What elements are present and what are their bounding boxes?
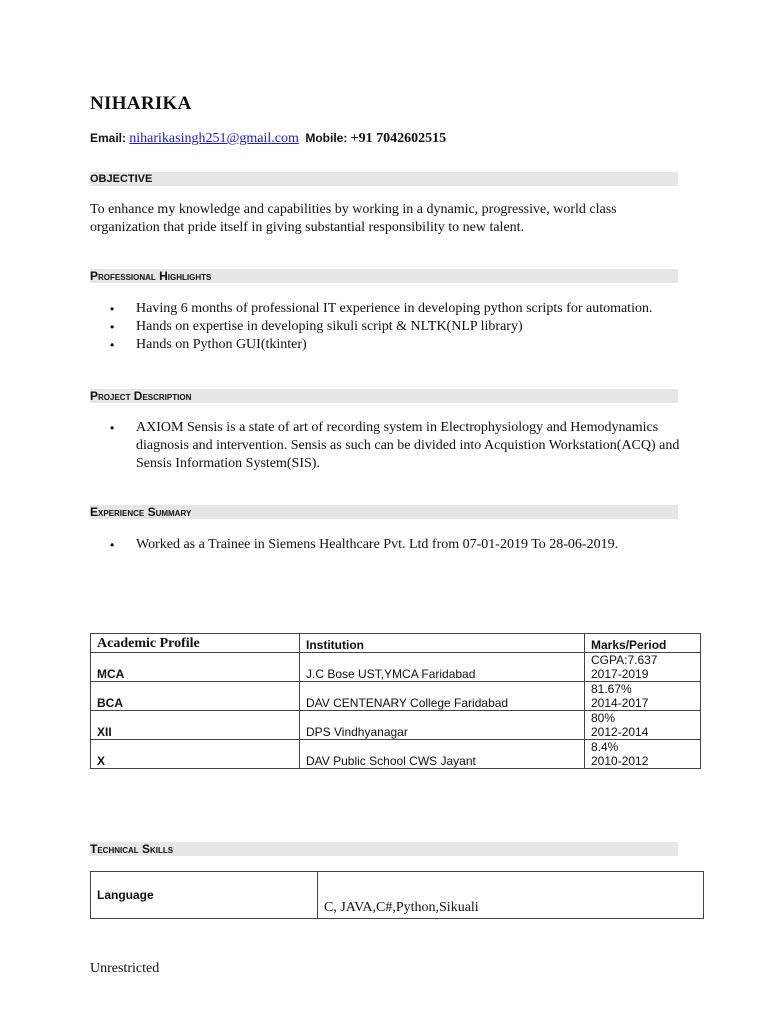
list-item: • AXIOM Sensis is a state of art of recording system in Electrophysiology and Hemodynamics diagnosis and intervention. Sensis as such can be divided into Acquistion Workstation(ACQ) and Sensis Information System(SIS). — [110, 419, 680, 473]
marks-value: 81.67% — [591, 682, 632, 696]
candidate-name: NIHARIKA — [90, 93, 192, 114]
highlights-list — [110, 300, 680, 354]
section-title-skills: Technical Skills — [90, 842, 174, 856]
skill-value: C, JAVA,C#,Python,Sikuali — [318, 872, 704, 919]
table-row — [91, 653, 701, 682]
course-cell: X — [91, 740, 300, 769]
academic-table — [90, 633, 701, 769]
section-title-project: Project Description — [90, 389, 192, 403]
list-item: • Worked as a Trainee in Siemens Healthcare Pvt. Ltd from 07-01-2019 To 28-06-2019. — [110, 536, 680, 554]
period-value: 2014-2017 — [591, 696, 649, 710]
course-cell: XII — [91, 711, 300, 740]
email-label: Email: — [90, 131, 127, 145]
marks-value: 80% — [591, 711, 616, 725]
col-marks-period: Marks/Period — [585, 634, 701, 653]
marks-cell — [585, 740, 701, 769]
marks-cell — [585, 711, 701, 740]
institution-cell: DPS Vindhyanagar — [300, 711, 585, 740]
email-link[interactable]: niharikasingh251@gmail.com — [129, 131, 299, 146]
section-project-description — [90, 389, 678, 403]
skills-table — [90, 871, 704, 919]
section-title-experience: Experience Summary — [90, 505, 192, 519]
marks-cell — [585, 682, 701, 711]
list-item: • Hands on expertise in developing sikuli script & NLTK(NLP library) — [110, 318, 680, 336]
table-header-row — [91, 634, 701, 653]
section-objective — [90, 172, 678, 186]
marks-cell — [585, 653, 701, 682]
table-row — [91, 711, 701, 740]
list-item: • Hands on Python GUI(tkinter) — [110, 336, 680, 354]
period-value: 2017-2019 — [591, 667, 649, 681]
period-value: 2012-2014 — [591, 725, 649, 739]
section-title-objective: OBJECTIVE — [90, 173, 153, 185]
experience-list — [110, 536, 680, 554]
section-title-highlights: Professional Highlights — [90, 269, 212, 283]
marks-value: CGPA:7.637 — [591, 653, 658, 667]
section-professional-highlights — [90, 269, 678, 283]
table-row — [91, 872, 704, 919]
list-item: • Having 6 months of professional IT experience in developing python scripts for automation. — [110, 300, 680, 318]
skill-label: Language — [91, 872, 318, 919]
institution-cell: DAV Public School CWS Jayant — [300, 740, 585, 769]
table-row — [91, 682, 701, 711]
mobile-label: Mobile: — [305, 131, 348, 145]
col-institution: Institution — [300, 634, 585, 653]
col-academic-profile: Academic Profile — [91, 634, 300, 653]
course-cell: BCA — [91, 682, 300, 711]
section-experience-summary — [90, 505, 678, 519]
institution-cell: DAV CENTENARY College Faridabad — [300, 682, 585, 711]
contact-line — [90, 130, 446, 147]
period-value: 2010-2012 — [591, 754, 649, 768]
section-technical-skills — [90, 842, 678, 856]
objective-text: To enhance my knowledge and capabilities by working in a dynamic, progressive, world class organization that pride itself in giving substantial responsibility to new talent. — [90, 202, 617, 235]
classification-label: Unrestricted — [90, 961, 160, 976]
marks-value: 8.4% — [591, 740, 619, 754]
project-list — [110, 419, 680, 473]
course-cell: MCA — [91, 653, 300, 682]
mobile-number: +91 7042602515 — [350, 131, 447, 146]
table-row — [91, 740, 701, 769]
institution-cell: J.C Bose UST,YMCA Faridabad — [300, 653, 585, 682]
